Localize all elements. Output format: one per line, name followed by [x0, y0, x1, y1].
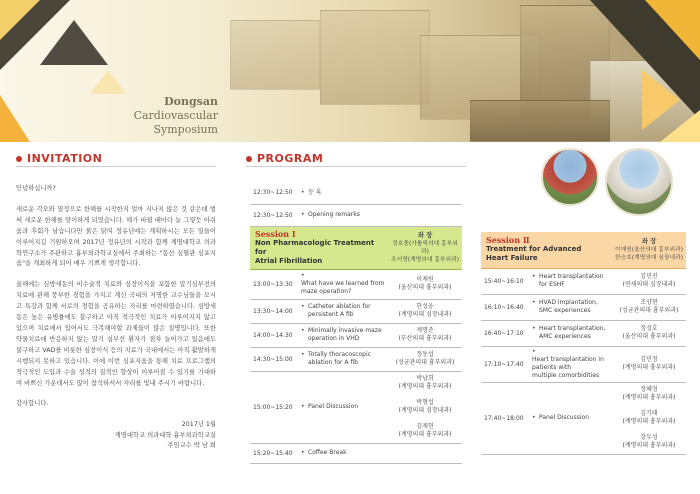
invitation-body: [16, 184, 216, 452]
speaker-line: (성균관의대 흉부외과): [395, 359, 455, 366]
speaker-cell: [388, 323, 462, 347]
signature-date: 2017년 1월: [181, 421, 216, 429]
invitation-paragraph-1: 새로운 각오와 열정으로 한해를 시작한지 얼마 지나지 않은 것 같은데 벌써 새로운 한해를 맞이하게 되었습니다. 해가 바뀔 때마다 늘 그렇듯 아쉬움과 후회가 남습니다만 붉은 닭띠 정유년에는 계획하시는 모든 일들이 이루어지길 기원하오며 2017년 정유년의 시작과 함께 계명대학교 의과학연구소가 주관하고 흉부외과학교실에서 주최하는 "동산 심혈관 심포지움"을 개최하게 되어 매우 기쁘게 생각합니다.: [16, 205, 216, 268]
campus-building-image: [230, 20, 320, 90]
topic-text: [539, 325, 605, 341]
speaker-line: (연세의대 심장내과): [622, 281, 676, 288]
speaker-line: [615, 426, 683, 434]
table-row: [481, 346, 686, 382]
speaker-line: [615, 402, 683, 410]
speaker-line: (계명의대 흉부외과): [398, 431, 452, 438]
table-row: [481, 320, 686, 346]
time-cell: 16:40~17:10: [481, 320, 527, 346]
speaker-line: (계명의대 심장내과): [398, 311, 452, 318]
topic-cell: [298, 182, 462, 204]
speaker-cell: [388, 347, 462, 371]
campus-building-image: [470, 100, 610, 142]
table-row: [250, 299, 462, 323]
topic-text: [308, 449, 347, 457]
topic-cell: [298, 371, 388, 443]
speaker-line: 조양현: [640, 299, 658, 306]
topic-line: maze operation?: [301, 288, 352, 295]
speaker-cell: [388, 443, 462, 463]
chair-person: 한승호(계명의대 심장내과): [615, 254, 683, 261]
time-cell: 17:40~18:00: [481, 382, 527, 454]
speaker-cell: [388, 269, 462, 299]
signature-name: 주임교수 박 남 희: [167, 442, 216, 450]
speaker-cell: [612, 320, 686, 346]
chair-person: 조서영(계명의대 흉부외과): [391, 256, 459, 263]
time-cell: 14:00~14:30: [250, 323, 296, 347]
topic-line: Minimally invasive maze: [308, 327, 382, 334]
greeting: 안녕하십니까?: [16, 185, 56, 192]
topic-line: SMC experiences: [539, 307, 591, 314]
speaker-line: 이재원: [416, 276, 434, 283]
bullet-icon: •: [532, 414, 536, 421]
speaker-line: 박남희: [416, 375, 434, 382]
topic-cell: [529, 268, 612, 294]
hospital-photo-1: [541, 148, 599, 206]
speaker-line: [391, 391, 459, 399]
session-chair-cell: [388, 226, 462, 269]
table-row: [250, 323, 462, 347]
session-header-row: [481, 232, 686, 268]
symposium-title: [128, 95, 218, 137]
speaker-cell: [612, 268, 686, 294]
table-row: [250, 443, 462, 463]
topic-cell: [298, 323, 388, 347]
topic-line: Totally thoracoscopic: [308, 351, 371, 358]
bullet-icon: •: [532, 273, 536, 280]
speaker-line: (계명의대 심장내과): [398, 407, 452, 414]
session-title-cell: [250, 226, 388, 269]
bullet-icon: •: [301, 449, 305, 456]
topic-line: HVAD implantation,: [539, 299, 598, 306]
decorative-triangle: [0, 0, 40, 40]
speaker-line: (성균관의대 흉부외과): [619, 307, 679, 314]
invitation-heading-text: INVITATION: [27, 152, 103, 165]
time-cell: 13:00~13:30: [250, 269, 296, 299]
decorative-triangle: [40, 20, 108, 65]
table-row: [250, 269, 462, 299]
speaker-line: (부산의대 흉부외과): [398, 335, 452, 342]
chair-person: 정호충(가톨릭의대 흉부외과): [392, 240, 458, 255]
divider: [16, 166, 216, 167]
speaker-line: (계명의대 흉부외과): [622, 394, 676, 401]
topic-text: [308, 351, 371, 367]
topic-text: [308, 303, 371, 319]
topic-line: What have we learned from: [301, 280, 385, 287]
topic-line: Catheter ablation for: [308, 303, 371, 310]
speaker-line: (계명의대 흉부외과): [622, 442, 676, 449]
table-row: [250, 347, 462, 371]
invitation-heading: [16, 152, 102, 165]
time-cell: 12:30~12:50: [250, 182, 296, 204]
topic-cell: [529, 294, 612, 320]
speaker-line: 정동섭: [416, 351, 434, 358]
speaker-cell: [612, 382, 686, 454]
time-cell: 15:00~15:20: [250, 371, 296, 443]
program-heading: [246, 152, 323, 165]
signature-block: [16, 420, 216, 452]
topic-line: ablation for A fib: [308, 359, 358, 366]
topic-cell: [298, 204, 462, 226]
program-table-1: [250, 182, 462, 464]
divider: [246, 166, 466, 167]
campus-building-image: [320, 10, 430, 105]
bullet-icon: •: [301, 272, 305, 279]
decorative-triangle: [660, 110, 700, 142]
bullet-icon: •: [301, 303, 305, 310]
speaker-cell: [612, 294, 686, 320]
bullet-icon: •: [301, 351, 305, 358]
invitation-paragraph-2: 올해에는 심방세동의 비수술적 치료와 심장이식을 포함한 말기심부전의 치료에 관해 풍부한 경험을 가지고 계신 국내의 저명한 교수님들을 모시고 특강과 함께 서로의 경험을 공유하는 자리를 마련하였습니다. 심방세동은 높은 유병률에도 불구하고 아직 적극적인 치료가 이루어지지 않고 있으며 치료에서 있어서도 극복해야할 과제들이 많은 질병입니다. 또한 약물치료에 반응하지 않는 말기 심부전 환자가 점차 늘어가고 있음에도 불구하고 VAD를 비롯한 심장이식 등의 치료가 국내에서는 아직 활발하게 시행되지 못하고 있습니다. 이에 이번 심포지움을 통해 치료 프로그램의 적극적인 도입과 수술 성적의 질적인 향상이 이루어질 수 있기를 기대하여 바쁘신 가운데서도 많이 참석하셔서 자리를 빛내 주시기 바랍니다.: [16, 281, 216, 387]
time-cell: 15:20~15:40: [250, 443, 296, 463]
topic-cell: [529, 320, 612, 346]
topic-text: [308, 403, 358, 411]
title-line-1: Dongsan: [164, 95, 218, 108]
speaker-line: 한성웅: [416, 303, 434, 310]
topic-text: [301, 280, 384, 296]
topic-line: multiple comorbidities: [532, 372, 600, 379]
speaker-line: (울산의대 흉부외과): [398, 284, 452, 291]
topic-line: Heart transplantation,: [539, 325, 606, 332]
session-name: Session Ⅱ: [486, 235, 530, 246]
topic-line: for ESHF: [539, 281, 565, 288]
topic-cell: [298, 299, 388, 323]
decorative-triangle: [645, 0, 700, 60]
topic-line: patients with: [532, 364, 572, 371]
program-table-2: [481, 232, 686, 455]
bullet-icon: •: [532, 299, 536, 306]
session-title-line: Non Pharmacologic Treatment for: [255, 238, 375, 256]
hospital-photo-2: [605, 148, 673, 216]
bullet-icon: •: [301, 211, 305, 218]
bullet-icon: •: [532, 348, 536, 355]
speaker-line: (울산의대 흉부외과): [622, 333, 676, 340]
topic-line: Heart transplantation: [539, 273, 604, 280]
speaker-line: 장두성: [640, 434, 658, 441]
topic-cell: [529, 382, 612, 454]
time-cell: 15:40~16:10: [481, 268, 527, 294]
speaker-line: (계명의대 흉부외과): [622, 364, 676, 371]
session-title-line: Treatment for Advanced: [486, 245, 582, 254]
bullet-icon: •: [532, 325, 536, 332]
topic-text: 등 록: [308, 188, 322, 196]
chair-label-text: 좌 장: [641, 237, 657, 245]
topic-cell: [529, 346, 612, 382]
chair-label: [615, 238, 683, 246]
speaker-line: 김기태: [640, 410, 658, 417]
speaker-line: 김민정: [640, 356, 658, 363]
speaker-line: 김민진: [640, 273, 658, 280]
topic-line: Panel Discussion: [539, 414, 590, 421]
table-row: [250, 182, 462, 204]
chair-label: [391, 232, 459, 240]
session-title-line: Atrial Fibrillation: [255, 256, 323, 265]
topic-cell: [298, 269, 388, 299]
topic-cell: [298, 347, 388, 371]
time-cell: 14:30~15:00: [250, 347, 296, 371]
topic-line: Heart transplantation in: [532, 356, 604, 363]
speaker-cell: [388, 371, 462, 443]
signature-org: 계명대학교 의과대학 흉부외과학교실: [114, 431, 216, 439]
bullet-dot-icon: [16, 156, 22, 162]
time-cell: 17:10~17:40: [481, 346, 527, 382]
speaker-line: (계명의대 흉부외과): [398, 383, 452, 390]
title-line-2: Cardiovascular: [133, 109, 218, 122]
closing: 감사합니다.: [16, 400, 49, 408]
speaker-line: 계명준: [416, 327, 434, 334]
session-name: Session Ⅰ: [255, 228, 296, 239]
topic-line: operation in VHD: [308, 335, 360, 342]
topic-text: Opening remarks: [308, 211, 360, 218]
title-line-3: Symposium: [153, 123, 218, 136]
speaker-line: 정성호: [640, 325, 658, 332]
speaker-line: (계명의대 흉부외과): [622, 418, 676, 425]
decorative-triangle: [90, 70, 126, 94]
topic-text: [539, 414, 589, 422]
session-title-cell: [481, 232, 612, 268]
session-title-line: Heart Failure: [486, 254, 538, 263]
speaker-line: [391, 415, 459, 423]
speaker-line: 박형섭: [416, 399, 434, 406]
bullet-icon: •: [301, 188, 305, 196]
time-cell: 13:30~14:00: [250, 299, 296, 323]
chair-label-text: 좌 장: [417, 231, 433, 239]
speaker-line: 정혜정: [640, 386, 658, 393]
table-row: [481, 294, 686, 320]
speaker-line: 김재현: [416, 423, 434, 430]
chair-person: 이재원(울산의대 흉부외과): [615, 246, 683, 253]
topic-text: [532, 356, 604, 380]
time-cell: 12:30~12:50: [250, 204, 296, 226]
time-cell: 16:10~16:40: [481, 294, 527, 320]
table-row: [481, 382, 686, 454]
topic-line: persistent A fib: [308, 311, 354, 318]
topic-cell: [298, 443, 388, 463]
speaker-cell: [388, 299, 462, 323]
table-row: [250, 371, 462, 443]
decorative-triangle: [0, 95, 30, 142]
topic-text: [539, 299, 598, 315]
session-chair-cell: [612, 232, 686, 268]
topic-line: AMC experiences: [539, 333, 591, 340]
bullet-icon: •: [301, 403, 305, 410]
session-header-row: [250, 226, 462, 269]
topic-text: [308, 327, 382, 343]
topic-line: Coffee Break: [308, 449, 347, 456]
bullet-icon: •: [301, 327, 305, 334]
topic-line: Panel Discussion: [308, 403, 359, 410]
table-row: [481, 268, 686, 294]
bullet-dot-icon: [246, 156, 252, 162]
program-heading-text: PROGRAM: [257, 152, 324, 165]
topic-text: [539, 273, 604, 289]
table-row: [250, 204, 462, 226]
speaker-cell: [612, 346, 686, 382]
header-banner: [0, 0, 700, 142]
